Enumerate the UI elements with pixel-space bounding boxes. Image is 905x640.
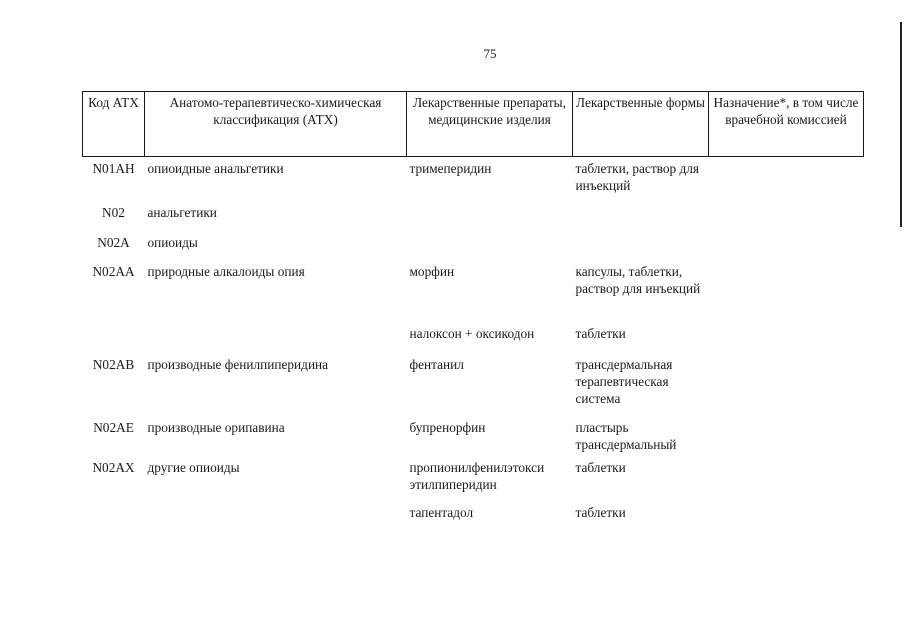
drug-cell: бупренорфин: [409, 420, 486, 435]
classification-cell: другие опиоиды: [147, 460, 240, 475]
classification-cell: опиоидные анальгетики: [147, 161, 284, 176]
table-row: [83, 356, 864, 419]
atc-code-cell: [83, 504, 145, 534]
classification-cell: природные алкалоиды опия: [147, 264, 305, 279]
header-atc-classification: Анатомо-терапевтическо-химическая классификация (АТХ): [145, 92, 407, 157]
dosage-form-cell: [573, 204, 709, 234]
classification-cell: опиоиды: [147, 235, 198, 250]
drug-cell: морфин: [409, 264, 455, 279]
purpose-cell: [709, 234, 864, 263]
table-header-row: [83, 92, 864, 157]
dosage-form-cell: пластырь трансдермальный: [575, 420, 677, 452]
dosage-form-cell: таблетки: [575, 326, 626, 341]
table-row: [83, 459, 864, 504]
dosage-form-cell: трансдермальная терапевтическая система: [575, 357, 673, 406]
dosage-form-cell: таблетки: [575, 460, 626, 475]
atc-code-cell: N02AA: [92, 264, 135, 279]
atc-code-cell: [83, 325, 145, 356]
table-row: [83, 263, 864, 325]
header-dosage-forms: Лекарственные формы: [573, 92, 709, 157]
classification-cell: анальгетики: [147, 205, 217, 220]
drug-cell: [407, 204, 573, 234]
table-row: [83, 325, 864, 356]
dosage-form-cell: капсулы, таблетки, раствор для инъекций: [575, 264, 701, 296]
purpose-cell: [709, 263, 864, 325]
atc-code-cell: N02AB: [92, 357, 135, 372]
drug-classification-table: [82, 91, 864, 534]
drug-cell: пропионилфенилэтокси этилпиперидин: [409, 460, 545, 492]
purpose-cell: [709, 356, 864, 419]
purpose-cell: [709, 504, 864, 534]
purpose-cell: [709, 204, 864, 234]
purpose-cell: [709, 459, 864, 504]
atc-code-cell: N02A: [97, 235, 130, 250]
dosage-form-cell: [573, 234, 709, 263]
purpose-cell: [709, 157, 864, 205]
drug-cell: [407, 234, 573, 263]
atc-code-cell: N02AE: [93, 420, 134, 435]
purpose-cell: [709, 419, 864, 459]
classification-cell: производные орипавина: [147, 420, 285, 435]
table-row: [83, 419, 864, 459]
header-purpose: Назначение*, в том числе врачебной комиссией: [709, 92, 864, 157]
dosage-form-cell: таблетки: [575, 505, 626, 520]
purpose-cell: [709, 325, 864, 356]
atc-code-cell: N01AH: [92, 161, 135, 176]
table-row: [83, 234, 864, 263]
classification-cell: производные фенилпиперидина: [147, 357, 329, 372]
atc-code-cell: N02: [102, 205, 125, 220]
drug-cell: налоксон + оксикодон: [409, 326, 535, 341]
classification-cell: [145, 504, 407, 534]
classification-cell: [145, 325, 407, 356]
dosage-form-cell: таблетки, раствор для инъекций: [575, 161, 699, 193]
scan-edge-line: [900, 22, 902, 227]
table-row: [83, 157, 864, 205]
header-atc-code: Код АТХ: [83, 92, 145, 157]
drug-cell: тапентадол: [409, 505, 474, 520]
table-row: [83, 204, 864, 234]
atc-code-cell: N02AX: [92, 460, 135, 475]
drug-cell: фентанил: [409, 357, 464, 372]
table-row: [83, 504, 864, 534]
drug-cell: тримеперидин: [409, 161, 492, 176]
header-drugs: Лекарственные препараты, медицинские изделия: [407, 92, 573, 157]
page-number: 75: [483, 46, 497, 61]
